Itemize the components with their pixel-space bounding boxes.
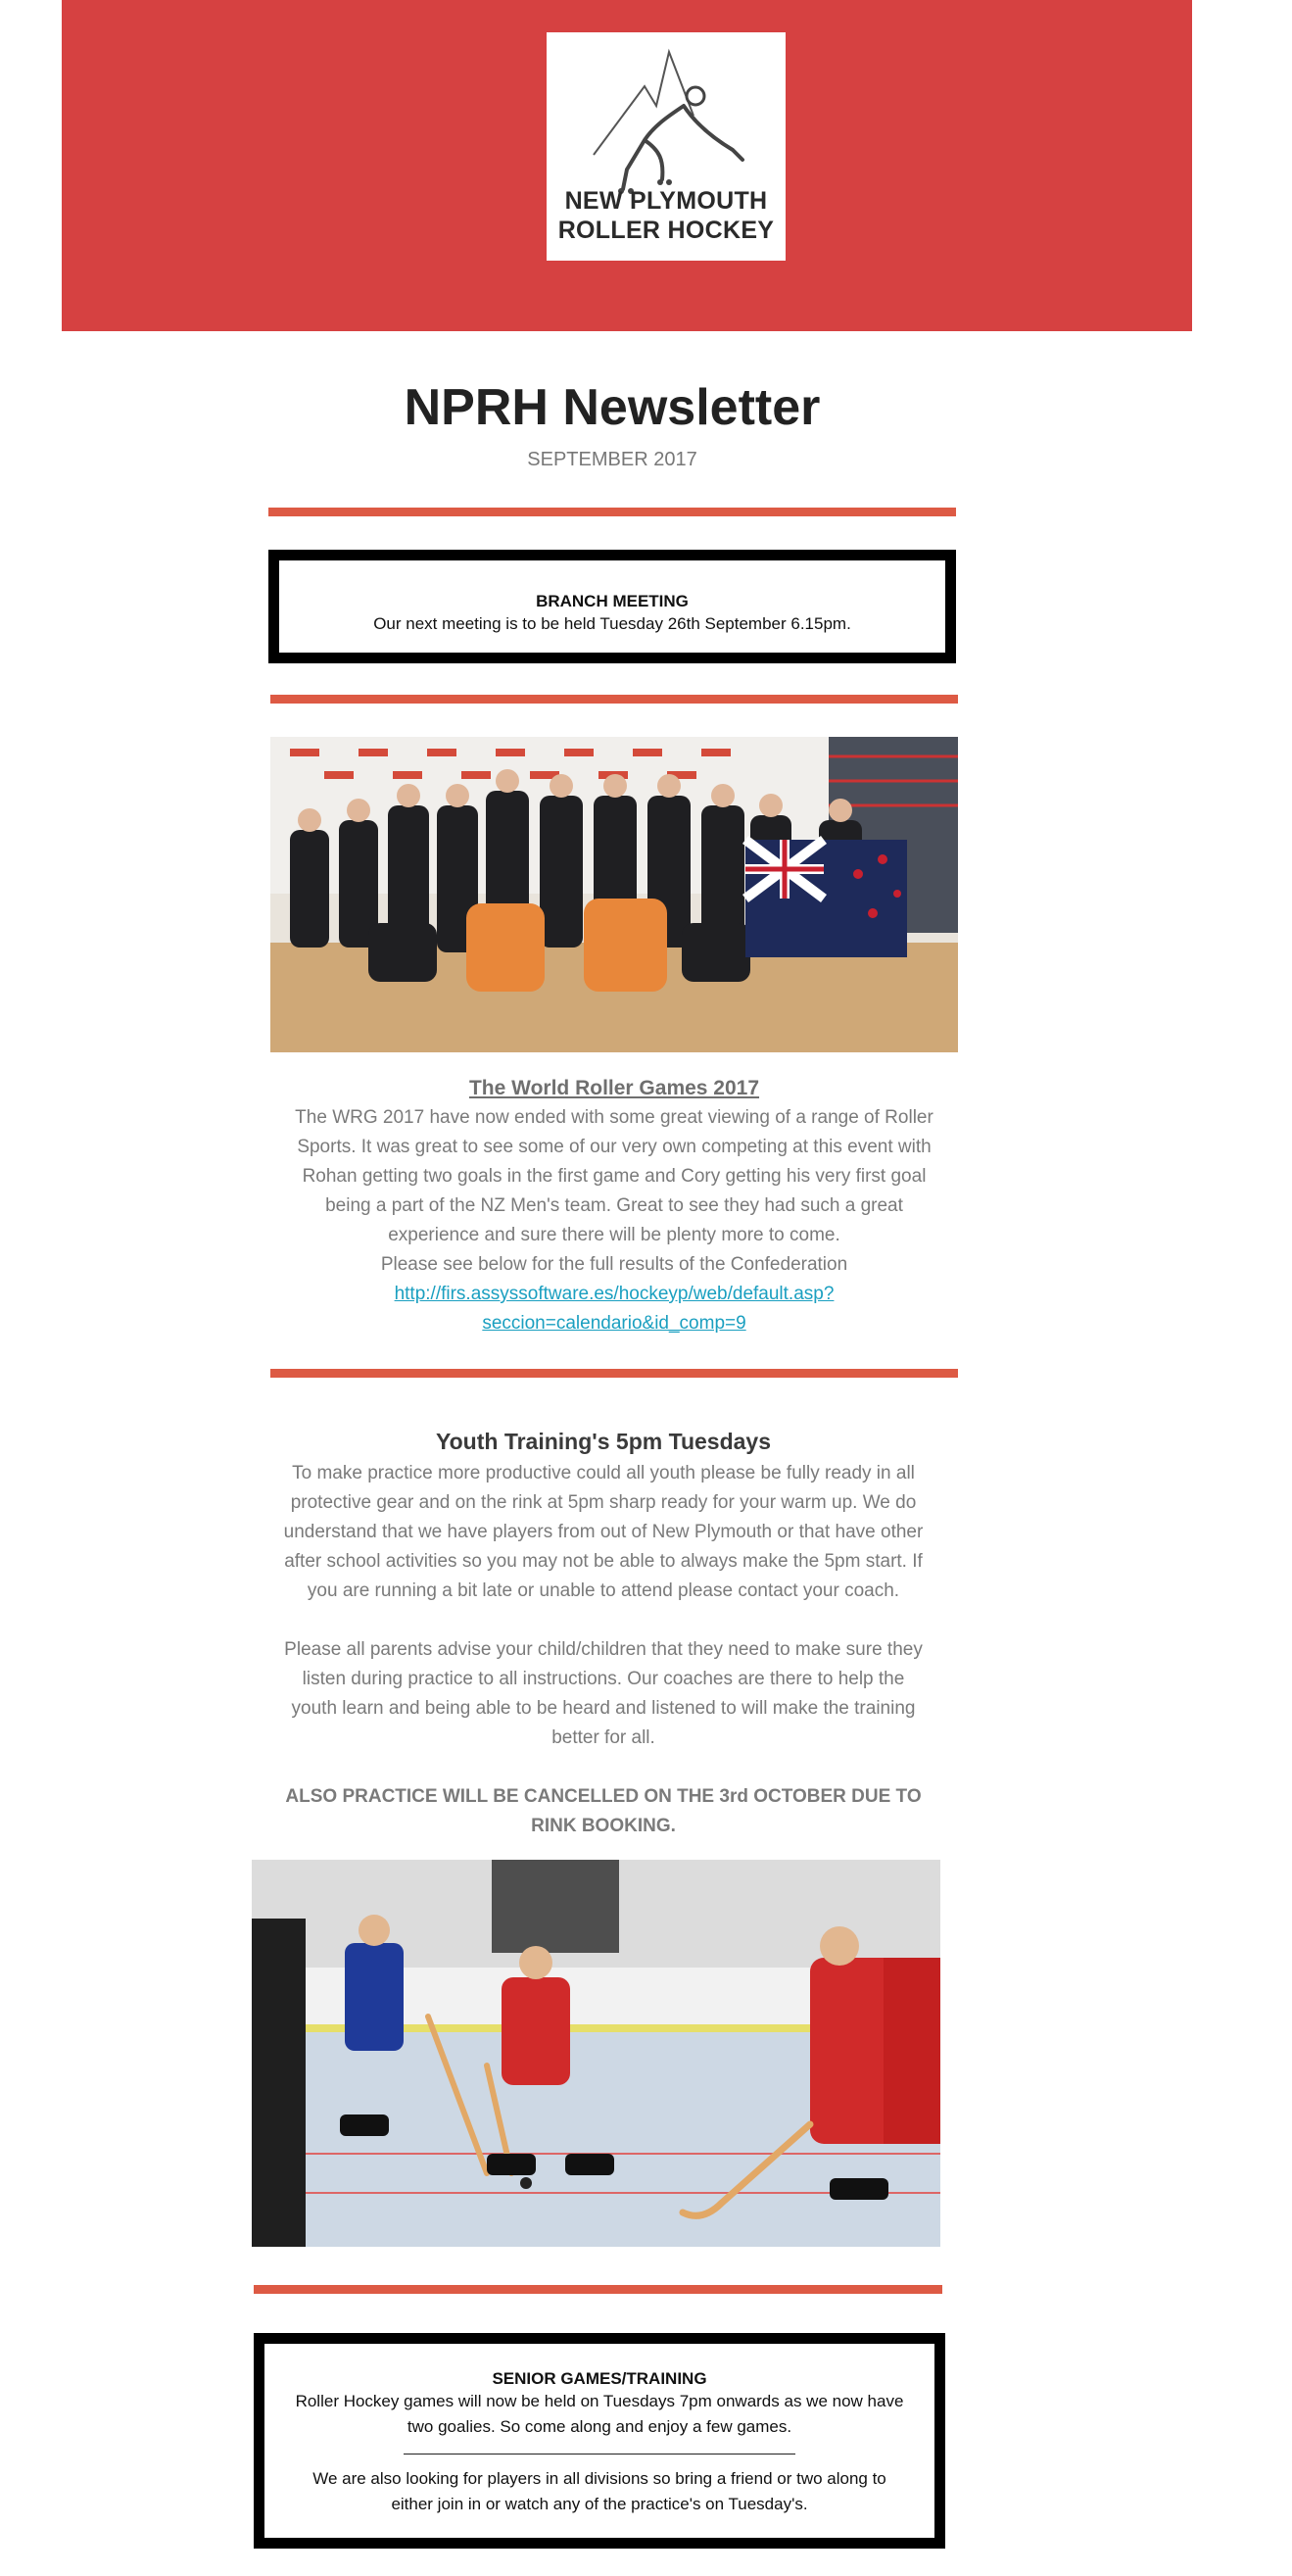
youth-line: Please all parents advise your child/children that they need to make sure they [284, 1639, 923, 1660]
senior-heading: SENIOR GAMES/TRAINING [492, 2369, 707, 2388]
youth-line: understand that we have players from out of New Plymouth or that have other [283, 1522, 924, 1542]
team-photo [270, 737, 958, 1052]
youth-line: you are running a bit late or unable to attend please contact your coach. [307, 1580, 900, 1601]
logo-line-1: NEW PLYMOUTH [564, 187, 768, 215]
youth-line: listen during practice to all instructions. Our coaches are there to help the [302, 1669, 905, 1689]
wrg-line: Rohan getting two goals in the first game and Cory getting his very first goal [302, 1166, 927, 1187]
senior-games-box [254, 2333, 945, 2549]
section-divider [268, 508, 956, 516]
wrg-line: experience and sure there will be plenty more to come. [388, 1225, 840, 1245]
youth-section [260, 1426, 947, 1841]
newsletter-date: SEPTEMBER 2017 [527, 449, 697, 470]
section-divider [270, 695, 958, 704]
youth-hockey-photo [252, 1860, 940, 2247]
club-logo [547, 32, 786, 261]
youth-line: To make practice more productive could all youth please be fully ready in all [292, 1463, 915, 1483]
results-link[interactable]: http://firs.assyssoftware.es/hockeyp/web/default.asp? [394, 1284, 835, 1304]
branch-meeting-heading: BRANCH MEETING [536, 592, 689, 610]
wrg-section [270, 1074, 958, 1338]
senior-line: Roller Hockey games will now be held on Tuesdays 7pm onwards as we now have [295, 2392, 904, 2410]
wrg-line: being a part of the NZ Men's team. Great to see they had such a great [325, 1195, 903, 1216]
senior-line: two goalies. So come along and enjoy a few games. [407, 2417, 792, 2436]
section-divider [254, 2285, 942, 2294]
branch-meeting-text: Our next meeting is to be held Tuesday 26th September 6.15pm. [373, 614, 851, 633]
youth-line: better for all. [551, 1727, 655, 1748]
senior-line: We are also looking for players in all divisions so bring a friend or two along to [312, 2469, 886, 2488]
results-link-cont[interactable]: seccion=calendario&id_comp=9 [482, 1313, 746, 1334]
section-divider [270, 1369, 958, 1378]
youth-line: after school activities so you may not be able to always make the 5pm start. If [284, 1551, 923, 1572]
logo-line-2: ROLLER HOCKEY [557, 217, 775, 244]
senior-line: either join in or watch any of the practice's on Tuesday's. [391, 2495, 808, 2513]
youth-heading: Youth Training's 5pm Tuesdays [435, 1429, 771, 1454]
youth-line: youth learn and being able to be heard and listened to will make the training [291, 1698, 916, 1719]
cancellation-notice-cont: RINK BOOKING. [531, 1816, 676, 1836]
wrg-line: Sports. It was great to see some of our very own competing at this event with [297, 1137, 932, 1157]
wrg-line: The WRG 2017 have now ended with some great viewing of a range of Roller [295, 1107, 933, 1128]
newsletter-title: NPRH Newsletter [404, 379, 821, 436]
wrg-line: Please see below for the full results of the Confederation [380, 1254, 848, 1275]
youth-line: protective gear and on the rink at 5pm sharp ready for your warm up. We do [290, 1492, 917, 1513]
branch-meeting-box [268, 550, 956, 663]
cancellation-notice: ALSO PRACTICE WILL BE CANCELLED ON THE 3rd OCTOBER DUE TO [285, 1786, 922, 1807]
wrg-heading: The World Roller Games 2017 [468, 1077, 760, 1099]
